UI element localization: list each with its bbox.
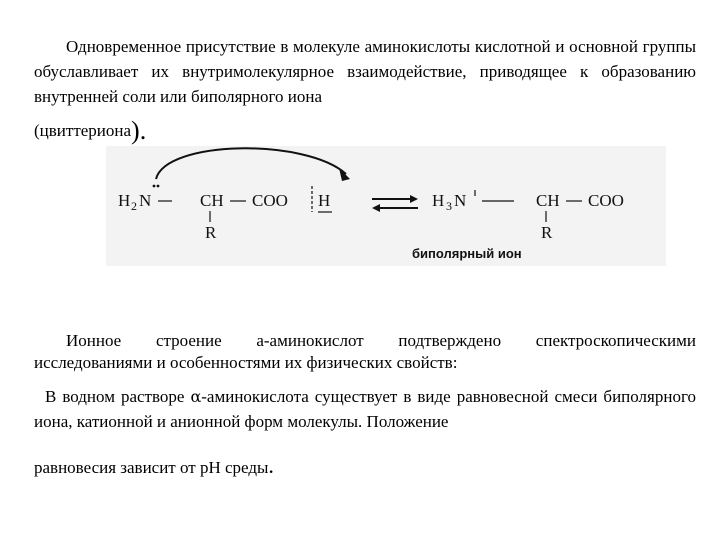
curved-arrow-head-icon	[339, 168, 350, 181]
right-ammonium-n: N	[454, 191, 467, 210]
paragraph-1-closing: ).	[131, 116, 147, 145]
paragraph-3-after-alpha: -аминокислота существует в виде равновесной смеси биполярного иона, катионной и анионной форм молекулы. Положение	[34, 387, 697, 431]
right-r-group: R	[541, 223, 553, 242]
right-ammonium-h: H	[432, 191, 445, 210]
zwitterion-formation-scheme	[106, 146, 666, 266]
paragraph-3-last-line	[34, 453, 274, 479]
right-coo: COO	[588, 191, 624, 210]
paragraph-2-text: Ионное строение а-аминокислот подтверждено спектроскопическими исследованиями и особенностями их физических свойств:	[34, 331, 696, 372]
curved-arrow-icon	[156, 148, 346, 179]
left-amine-subscript: 2	[131, 199, 137, 213]
paragraph-3-last-line-text: равновесия зависит от рН среды	[34, 458, 269, 477]
reaction-scheme-svg	[106, 146, 666, 266]
left-amine-h: H	[118, 191, 131, 210]
paragraph-1-last-line-text: (цвиттериона	[34, 121, 132, 140]
paragraph-equilibrium	[34, 384, 696, 434]
left-proton: H	[318, 191, 331, 210]
paragraph-1-last-line	[34, 116, 146, 146]
lone-pair-dot-icon	[153, 185, 156, 188]
left-ch: CH	[200, 191, 224, 210]
paragraph-3-before-alpha: В водном растворе	[45, 387, 191, 406]
paragraph-zwitterion-intro	[34, 34, 696, 109]
alpha-symbol: α	[190, 387, 202, 406]
paragraph-ionic-structure	[34, 330, 696, 374]
lone-pair-dot-icon	[157, 185, 160, 188]
reverse-arrowhead-icon	[372, 204, 380, 212]
left-coo: COO	[252, 191, 288, 210]
left-r-group: R	[205, 223, 217, 242]
paragraph-3-closing: .	[268, 453, 274, 478]
right-ammonium-subscript: 3	[446, 199, 452, 213]
bipolar-ion-label: биполярный ион	[412, 246, 522, 261]
right-ch: CH	[536, 191, 560, 210]
paragraph-1-text: Одновременное присутствие в молекуле аминокислоты кислотной и основной группы обуславливает их внутримолекулярное взаимодействие, приводящее к образованию внутренней соли или биполярного иона	[34, 37, 696, 106]
forward-arrowhead-icon	[410, 195, 418, 203]
left-amine-n: N	[139, 191, 152, 210]
